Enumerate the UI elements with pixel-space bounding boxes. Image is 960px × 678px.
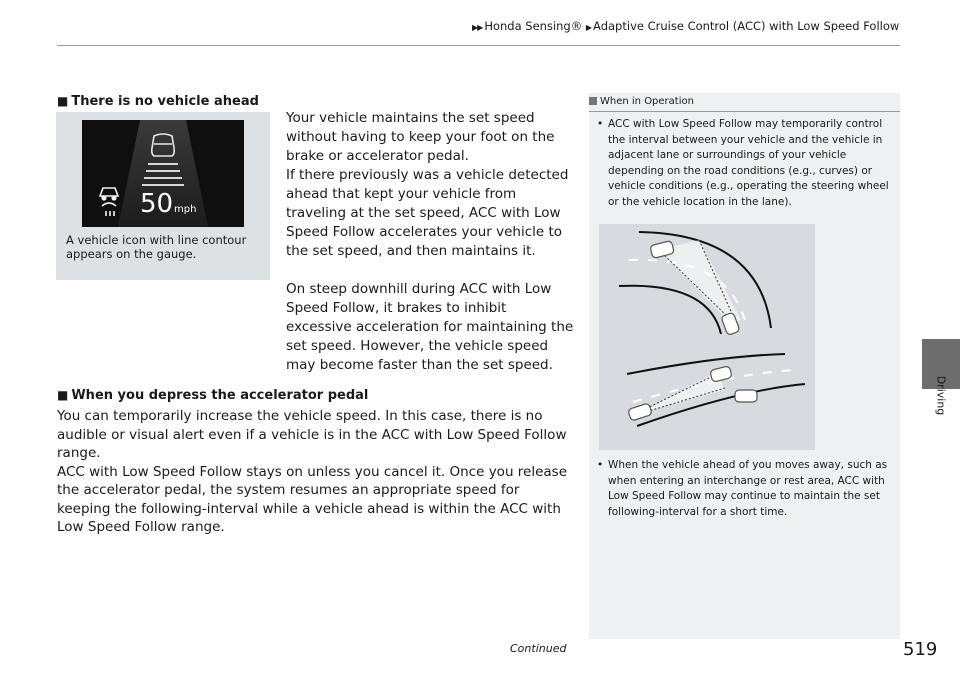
- road-edge-lines: [619, 232, 805, 426]
- section1-body: [286, 109, 576, 375]
- instrument-gauge-display: [82, 120, 244, 227]
- bullet-dot-icon: •: [597, 459, 604, 471]
- section-heading-accelerator-pedal: ■ When you depress the accelerator pedal: [57, 388, 369, 403]
- breadcrumb-arrow-icon: ▶▶: [472, 23, 483, 32]
- continued-label: Continued: [510, 642, 567, 655]
- square-bullet-icon: ■: [57, 94, 69, 108]
- breadcrumb-item-acc: Adaptive Cruise Control (ACC) with Low Speed Follow: [593, 19, 900, 33]
- breadcrumb-arrow-icon: ▶: [585, 23, 592, 32]
- note-marker-icon: [589, 97, 597, 105]
- curve-lane-diagram: [599, 224, 815, 450]
- page-number: 519: [903, 639, 938, 660]
- section2-body: [57, 407, 575, 537]
- diagram-graphic: [599, 224, 815, 450]
- acc-indicator-icon: [100, 188, 118, 216]
- paragraph: Your vehicle maintains the set speed without having to keep your foot on the brake or accelerator pedal.: [286, 110, 555, 164]
- gauge-graphic: [82, 120, 244, 227]
- paragraph: ACC with Low Speed Follow stays on unless you cancel it. Once you release the accelerator pedal, the system resumes an appropriate speed for keeping the following-interval while a vehicle ahead is within the ACC with Low Speed Follow range.: [57, 463, 568, 535]
- note-divider: [589, 111, 900, 112]
- square-bullet-icon: ■: [57, 388, 69, 402]
- figure-caption: A vehicle icon with line contour appears on the gauge.: [66, 233, 247, 261]
- bullet-dot-icon: •: [597, 118, 604, 130]
- note-bullet: • When the vehicle ahead of you moves away, such as when entering an interchange or rest area, ACC with Low Speed Follow may continue to maintain the set following-interval for a short time.: [597, 459, 888, 518]
- note-bullet: • ACC with Low Speed Follow may temporarily control the interval between your vehicle and the vehicle in adjacent lane or surroundings of your vehicle depending on the road conditions (e.g., curves) or vehicle conditions (e.g., operating the steering wheel or the vehicle location in the lane).: [597, 118, 889, 208]
- gauge-figure: [56, 112, 270, 280]
- header-divider: [57, 45, 900, 46]
- paragraph: You can temporarily increase the vehicle speed. In this case, there is no audible or visual alert even if a vehicle is in the ACC with Low Speed Follow range.: [57, 408, 567, 461]
- paragraph: On steep downhill during ACC with Low Speed Follow, it brakes to inhibit excessive acceleration for maintaining the set speed. However, the vehicle speed may become faster than the set speed.: [286, 281, 574, 373]
- paragraph: If there previously was a vehicle detected ahead that kept your vehicle from traveling at the set speed, ACC with Low Speed Follow accelerates your vehicle to the set speed, and then maintains it.: [286, 167, 569, 259]
- set-speed-unit: mph: [174, 204, 197, 215]
- page-header-breadcrumb: [472, 19, 899, 33]
- section-heading-no-vehicle-ahead: ■ There is no vehicle ahead: [57, 94, 259, 109]
- side-note-panel: [589, 93, 900, 639]
- breadcrumb-item-honda-sensing: Honda Sensing®: [484, 19, 583, 33]
- note-title: When in Operation: [589, 96, 694, 107]
- set-speed-value: 50: [140, 189, 174, 219]
